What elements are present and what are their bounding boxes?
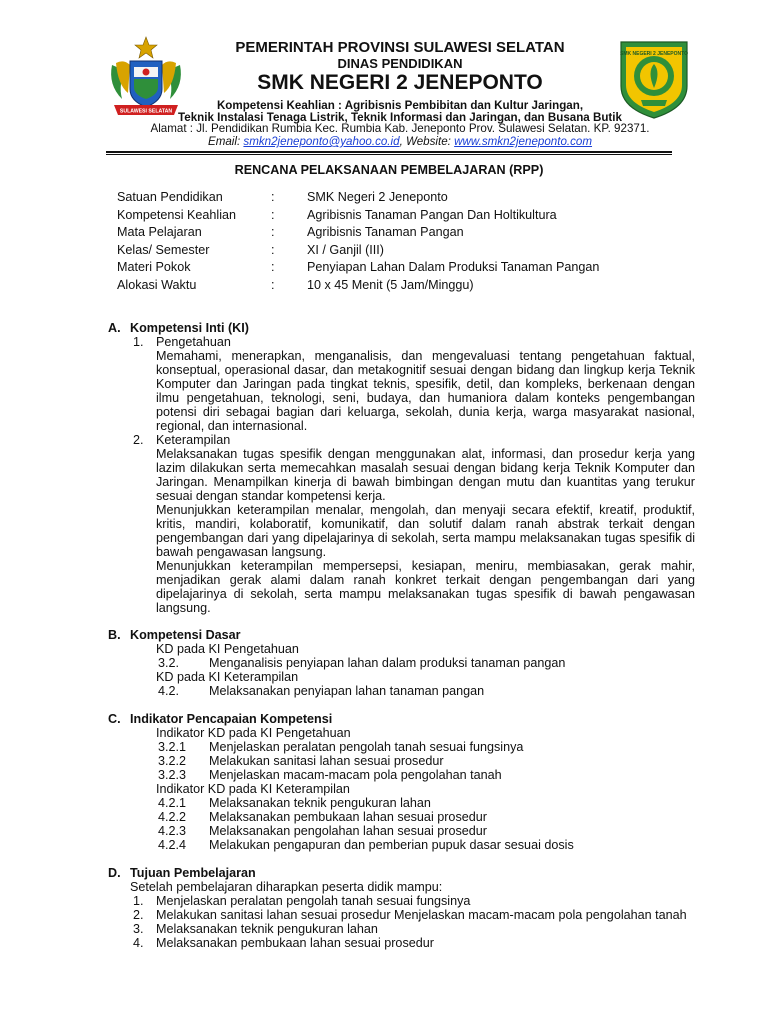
indicator-knowledge-item-number: 3.2.2 — [158, 754, 187, 768]
kd-skill-label: KD pada KI Keterampilan — [156, 670, 299, 684]
objective-item-number: 4. — [133, 936, 144, 950]
identity-key: Kompetensi Keahlian — [117, 207, 237, 222]
objective-item-text: Melakukan sanitasi lahan sesuai prosedur Menjelaskan macam-macam pola pengolahan tanah — [156, 908, 687, 922]
website-link[interactable]: www.smkn2jeneponto.com — [454, 135, 593, 148]
section-d-title: Tujuan Pembelajaran — [130, 866, 256, 880]
kd-skill-number: 4.2. — [158, 684, 180, 698]
indicator-knowledge-item-number: 3.2.3 — [158, 768, 187, 782]
identity-value: XI / Ganjil (III) — [307, 242, 384, 257]
kd-knowledge-text: Menganalisis penyiapan lahan dalam produksi tanaman pangan — [209, 656, 566, 670]
kd-skill-text: Melaksanakan penyiapan lahan tanaman pangan — [209, 684, 485, 698]
indicator-knowledge-label: Indikator KD pada KI Pengetahuan — [156, 726, 351, 740]
identity-colon: : — [271, 190, 275, 204]
indicator-knowledge-item-text: Melakukan sanitasi lahan sesuai prosedur — [209, 754, 444, 768]
letterhead-rule-thick — [106, 151, 672, 153]
objective-item-number: 2. — [133, 908, 144, 922]
indicator-skill-item-number: 4.2.3 — [158, 824, 187, 838]
section-a-letter: A. — [108, 321, 121, 335]
identity-value: Agribisnis Tanaman Pangan — [307, 225, 464, 240]
ki-item-1-paragraph: Memahami, menerapkan, menganalisis, dan mengevaluasi tentang pengetahuan faktual, konseptual, operasional dasar, dan metakognitif sesuai dengan bidang dan lingkup kerja Teknik Komputer dan Jaringan pada tingkat teknis, spesifik, detil, dan kompleks, berkenaan dengan ilmu pengetahuan, teknologi, seni, budaya, dan humaniora dalam konteks pengembangan potensi diri sebagai bagian dari keluarga, sekolah, dunia kerja, warga masyarakat nasional, regional, dan internasional. — [156, 349, 695, 433]
section-d-letter: D. — [108, 866, 121, 880]
identity-colon: : — [271, 277, 275, 292]
indicator-skill-item-text: Melaksanakan teknik pengukuran lahan — [209, 796, 431, 810]
indicator-knowledge-item-text: Menjelaskan macam-macam pola pengolahan tanah — [209, 768, 502, 782]
objective-item-text: Melaksanakan teknik pengukuran lahan — [156, 922, 378, 936]
department-heading: DINAS PENDIDIKAN — [337, 56, 463, 71]
identity-row — [117, 278, 677, 296]
ki-item-1-title: Pengetahuan — [156, 335, 231, 349]
ki-item-1-number: 1. — [133, 335, 144, 349]
identity-key: Alokasi Waktu — [117, 277, 197, 292]
identity-colon: : — [271, 207, 275, 222]
objective-item-number: 3. — [133, 922, 144, 936]
indicator-skill-item-text: Melakukan pengapuran dan pemberian pupuk dasar sesuai dosis — [209, 838, 574, 852]
letterhead-rule-thin — [106, 154, 672, 155]
objective-item-text: Melaksanakan pembukaan lahan sesuai prosedur — [156, 936, 434, 950]
website-label: , Website: — [399, 135, 455, 148]
identity-value: Agribisnis Tanaman Pangan Dan Holtikultura — [307, 207, 557, 222]
indicator-skill-item-text: Melaksanakan pengolahan lahan sesuai prosedur — [209, 824, 487, 838]
email-label: Email: — [207, 135, 244, 148]
identity-row — [117, 190, 677, 208]
section-c-letter: C. — [108, 712, 121, 726]
objectives-intro: Setelah pembelajaran diharapkan peserta didik mampu: — [130, 880, 443, 894]
identity-value: Penyiapan Lahan Dalam Produksi Tanaman Pangan — [307, 260, 600, 275]
identity-row — [117, 208, 677, 226]
kd-knowledge-number: 3.2. — [158, 656, 180, 670]
school-shield-logo — [617, 38, 691, 120]
school-address: Alamat : Jl. Pendidikan Rumbia Kec. Rumbia Kab. Jeneponto Prov. Sulawesi Selatan. KP. 92371. — [150, 122, 650, 135]
province-emblem-logo — [104, 35, 188, 121]
identity-value: SMK Negeri 2 Jeneponto — [307, 190, 448, 204]
section-b-title: Kompetensi Dasar — [130, 628, 241, 642]
ki-item-2-number: 2. — [133, 433, 144, 447]
indicator-knowledge-item-text: Menjelaskan peralatan pengolah tanah sesuai fungsinya — [209, 740, 524, 754]
kd-knowledge-label: KD pada KI Pengetahuan — [156, 642, 299, 656]
section-a-title: Kompetensi Inti (KI) — [130, 321, 249, 335]
identity-colon: : — [271, 225, 275, 240]
shield-top-text: SMK NEGERI 2 JENEPONTO — [620, 51, 688, 57]
section-b-letter: B. — [108, 628, 121, 642]
identity-key: Materi Pokok — [117, 260, 191, 275]
indicator-skill-item-number: 4.2.1 — [158, 796, 187, 810]
identity-key: Mata Pelajaran — [117, 225, 202, 240]
section-c-heading — [108, 712, 332, 726]
identity-table — [117, 190, 677, 296]
email-link[interactable]: smkn2jeneponto@yahoo.co.id — [243, 135, 400, 148]
ki-item-2-paragraph-1: Melaksanakan tugas spesifik dengan menggunakan alat, informasi, dan prosedur kerja yang lazim dilakukan serta memecahkan masalah sesuai dengan bidang kerja Teknik Komputer dan Jaringan. Menampilkan kinerja di bawah bimbingan dengan mutu dan kuantitas yang terukur sesuai dengan standar kompetensi kerja. — [156, 447, 695, 503]
identity-colon: : — [271, 260, 275, 275]
identity-key: Satuan Pendidikan — [117, 190, 223, 204]
school-name: SMK NEGERI 2 JENEPONTO — [257, 71, 543, 94]
section-c-title: Indikator Pencapaian Kompetensi — [130, 712, 333, 726]
indicator-knowledge-item-number: 3.2.1 — [158, 740, 187, 754]
indicator-skill-item-text: Melaksanakan pembukaan lahan sesuai prosedur — [209, 810, 487, 824]
identity-row — [117, 260, 677, 278]
indicator-skill-label: Indikator KD pada KI Keterampilan — [156, 782, 350, 796]
competency-line-2: Teknik Instalasi Tenaga Listrik, Teknik Informasi dan Jaringan, dan Busana Butik — [178, 111, 622, 124]
section-b-heading — [108, 628, 241, 642]
identity-value: 10 x 45 Menit (5 Jam/Minggu) — [307, 277, 474, 292]
competency-line-1: Kompetensi Keahlian : Agribisnis Pembibitan dan Kultur Jaringan, — [216, 99, 584, 112]
contact-line — [190, 135, 610, 149]
identity-key: Kelas/ Semester — [117, 242, 210, 257]
ki-item-2-title: Keterampilan — [156, 433, 231, 447]
objective-item-number: 1. — [133, 894, 144, 908]
identity-colon: : — [271, 242, 275, 257]
document-title: RENCANA PELAKSANAAN PEMBELAJARAN (RPP) — [234, 163, 544, 177]
ki-item-2-paragraph-3: Menunjukkan keterampilan mempersepsi, kesiapan, meniru, membiasakan, gerak mahir, menjadikan gerak alami dalam ranah konkret terkait dengan pengembangan dari yang dipelajarinya di sekolah, serta mampu melaksanakan tugas spesifik di bawah pengawasan langsung. — [156, 559, 695, 615]
identity-row — [117, 225, 677, 243]
emblem-ribbon-text: SULAWESI SELATAN — [119, 108, 173, 115]
objective-item-text: Menjelaskan peralatan pengolah tanah sesuai fungsinya — [156, 894, 471, 908]
indicator-skill-item-number: 4.2.2 — [158, 810, 187, 824]
section-a-heading — [108, 321, 249, 335]
ki-item-2-paragraph-2: Menunjukkan keterampilan menalar, mengolah, dan menyaji secara efektif, kreatif, produktif, kritis, mandiri, kolaboratif, komunikatif, dan solutif dalam ranah abstrak terkait dengan pengembangan dari yang dipelajarinya di sekolah, serta mampu melaksanakan tugas spesifik di bawah pengawasan langsung. — [156, 503, 695, 559]
government-heading: PEMERINTAH PROVINSI SULAWESI SELATAN — [235, 39, 565, 56]
identity-row — [117, 243, 677, 261]
section-d-heading — [108, 866, 256, 880]
indicator-skill-item-number: 4.2.4 — [158, 838, 187, 852]
